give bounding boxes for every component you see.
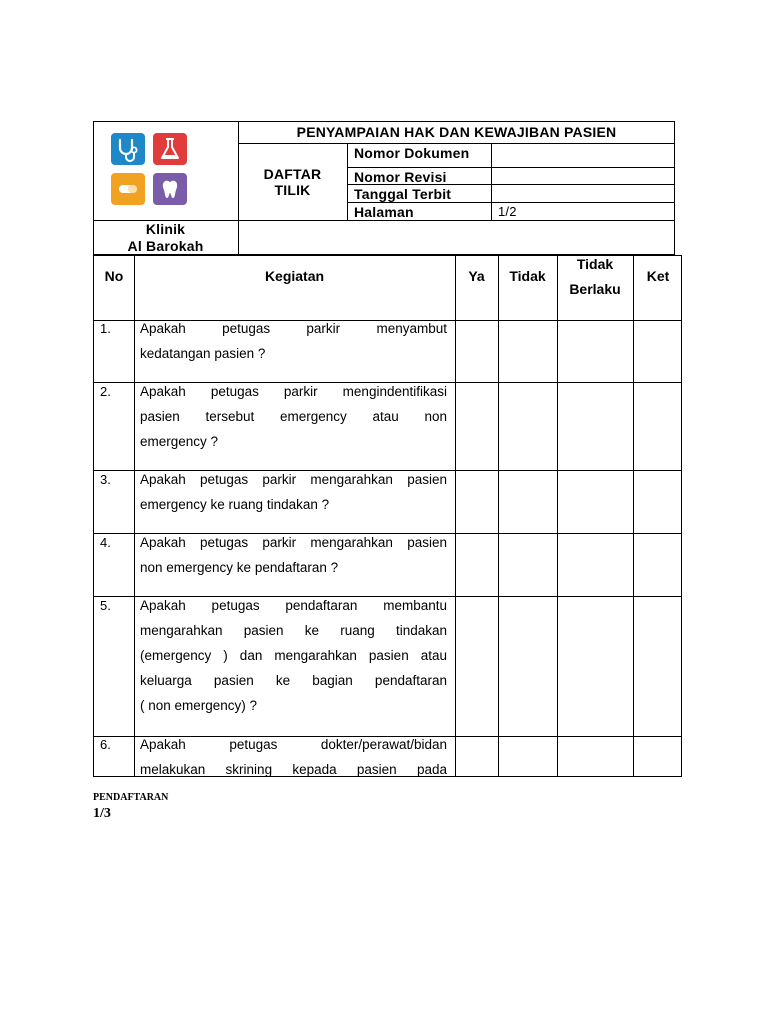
field-label-page: Halaman bbox=[354, 204, 414, 220]
row-text-line: non emergency ke pendaftaran ? bbox=[140, 560, 339, 575]
column-header-no-answer: Tidak bbox=[509, 268, 546, 284]
row-number: 5. bbox=[100, 598, 111, 613]
row-text-line: Apakah petugas pendaftaran membantu bbox=[140, 598, 447, 613]
column-header-yes: Ya bbox=[468, 268, 485, 284]
row-text-line: ( non emergency) ? bbox=[140, 698, 258, 713]
footer-page-number: 1/3 bbox=[93, 806, 111, 821]
checklist-table bbox=[93, 255, 682, 777]
field-value-page: 1/2 bbox=[498, 204, 517, 219]
doc-type-line-1: DAFTAR bbox=[263, 166, 322, 182]
field-label-doc-number: Nomor Dokumen bbox=[354, 145, 470, 161]
row-number: 3. bbox=[100, 472, 111, 487]
column-header-no: No bbox=[104, 268, 124, 284]
row-text-line: mengarahkan pasien ke ruang tindakan bbox=[140, 623, 447, 638]
column-header-remarks: Ket bbox=[646, 268, 670, 284]
clinic-name-line-2: Al Barokah bbox=[127, 238, 204, 254]
row-number: 4. bbox=[100, 535, 111, 550]
column-header-not-applicable-1: Tidak bbox=[576, 256, 614, 272]
document-title: PENYAMPAIAN HAK DAN KEWAJIBAN PASIEN bbox=[296, 124, 617, 140]
clinic-name-line-1: Klinik bbox=[145, 221, 186, 237]
column-header-not-applicable-2: Berlaku bbox=[569, 281, 621, 297]
row-text-line: Apakah petugas parkir mengarahkan pasien bbox=[140, 472, 447, 487]
flask-icon bbox=[153, 133, 187, 165]
footer-section: PENDAFTARAN bbox=[93, 792, 169, 803]
row-text-line: melakukan skrining kepada pasien pada bbox=[140, 762, 447, 777]
row-text-line: kedatangan pasien ? bbox=[140, 346, 266, 361]
column-header-activity: Kegiatan bbox=[264, 268, 325, 284]
doc-type-line-2: TILIK bbox=[274, 182, 311, 198]
row-text-line: Apakah petugas parkir mengindentifikasi bbox=[140, 384, 447, 399]
row-text-line: pasien tersebut emergency atau non bbox=[140, 409, 447, 424]
row-number: 1. bbox=[100, 321, 111, 336]
row-text-line: Apakah petugas parkir menyambut bbox=[140, 321, 447, 336]
row-text-line: Apakah petugas dokter/perawat/bidan bbox=[140, 737, 447, 752]
row-number: 6. bbox=[100, 737, 111, 752]
capsule-icon bbox=[111, 173, 145, 205]
row-text-line: emergency ke ruang tindakan ? bbox=[140, 497, 330, 512]
row-text-line: Apakah petugas parkir mengarahkan pasien bbox=[140, 535, 447, 550]
field-label-revision: Nomor Revisi bbox=[354, 169, 447, 185]
row-text-line: emergency ? bbox=[140, 434, 219, 449]
clinic-logo bbox=[111, 133, 191, 207]
document-header bbox=[93, 121, 675, 255]
field-label-issue-date: Tanggal Terbit bbox=[354, 186, 452, 202]
stethoscope-icon bbox=[111, 133, 145, 165]
row-number: 2. bbox=[100, 384, 111, 399]
row-text-line: keluarga pasien ke bagian pendaftaran bbox=[140, 673, 447, 688]
tooth-icon bbox=[153, 173, 187, 205]
row-text-line: (emergency ) dan mengarahkan pasien atau bbox=[140, 648, 447, 663]
